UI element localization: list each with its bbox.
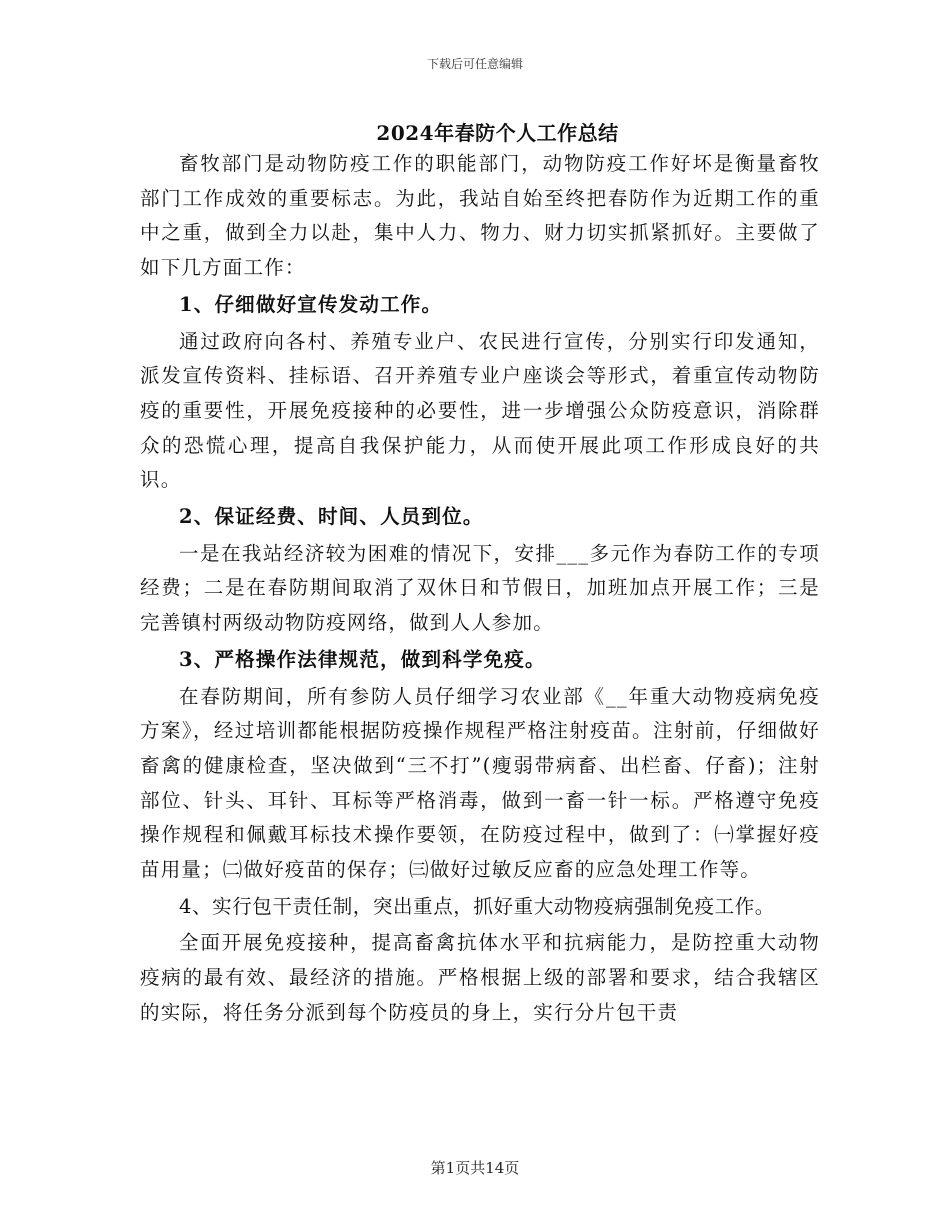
- section-1-heading: 1、仔细做好宣传发动工作。: [179, 292, 443, 316]
- section-3-heading: 3、严格操作法律规范，做到科学免疫。: [179, 647, 546, 671]
- document-title: 2024年春防个人工作总结: [376, 121, 619, 145]
- section-4-heading: 4、实行包干责任制，突出重点，抓好重大动物疫病强制免疫工作。: [179, 894, 775, 918]
- section-2-heading: 2、保证经费、时间、人员到位。: [179, 505, 484, 529]
- document-body: [140, 147, 820, 1031]
- section-4-body: 全面开展免疫接种，提高畜禽抗体水平和抗病能力，是防控重大动物疫病的最有效、最经济的措施。严格根据上级的部署和要求，结合我辖区的实际，将任务分派到每个防疫员的身上，实行分片包干责: [140, 931, 820, 1024]
- page-number: 第1页共14页: [430, 1159, 520, 1177]
- section-1-body: 通过政府向各村、养殖专业户、农民进行宣传，分别实行印发通知，派发宣传资料、挂标语、召开养殖专业户座谈会等形式，着重宣传动物防疫的重要性，开展免疫接种的必要性，进一步增强公众防疫意识，消除群众的恐慌心理，提高自我保护能力，从而使开展此项工作形成良好的共识。: [140, 329, 820, 492]
- section-3-body: 在春防期间，所有参防人员仔细学习农业部《__年重大动物疫病免疫方案》，经过培训都能根据防疫操作规程严格注射疫苗。注射前，仔细做好畜禽的健康检查，坚决做到“三不打”(瘦弱带病畜、出栏畜、仔畜)；注射部位、针头、耳针、耳标等严格消毒，做到一畜一针一标。严格遵守免疫操作规程和佩戴耳标技术操作要领，在防疫过程中，做到了：㈠掌握好疫苗用量；㈡做好疫苗的保存；㈢做好过敏反应畜的应急处理工作等。: [140, 684, 820, 882]
- header-note: 下载后可任意编辑: [426, 57, 523, 71]
- intro-paragraph: 畜牧部门是动物防疫工作的职能部门，动物防疫工作好坏是衡量畜牧部门工作成效的重要标志。为此，我站自始至终把春防作为近期工作的重中之重，做到全力以赴，集中人力、物力、财力切实抓紧抓好。主要做了如下几方面工作：: [140, 152, 820, 280]
- section-2-body: 一是在我站经济较为困难的情况下，安排___多元作为春防工作的专项经费；二是在春防期间取消了双休日和节假日，加班加点开展工作；三是完善镇村两级动物防疫网络，做到人人参加。: [140, 541, 820, 635]
